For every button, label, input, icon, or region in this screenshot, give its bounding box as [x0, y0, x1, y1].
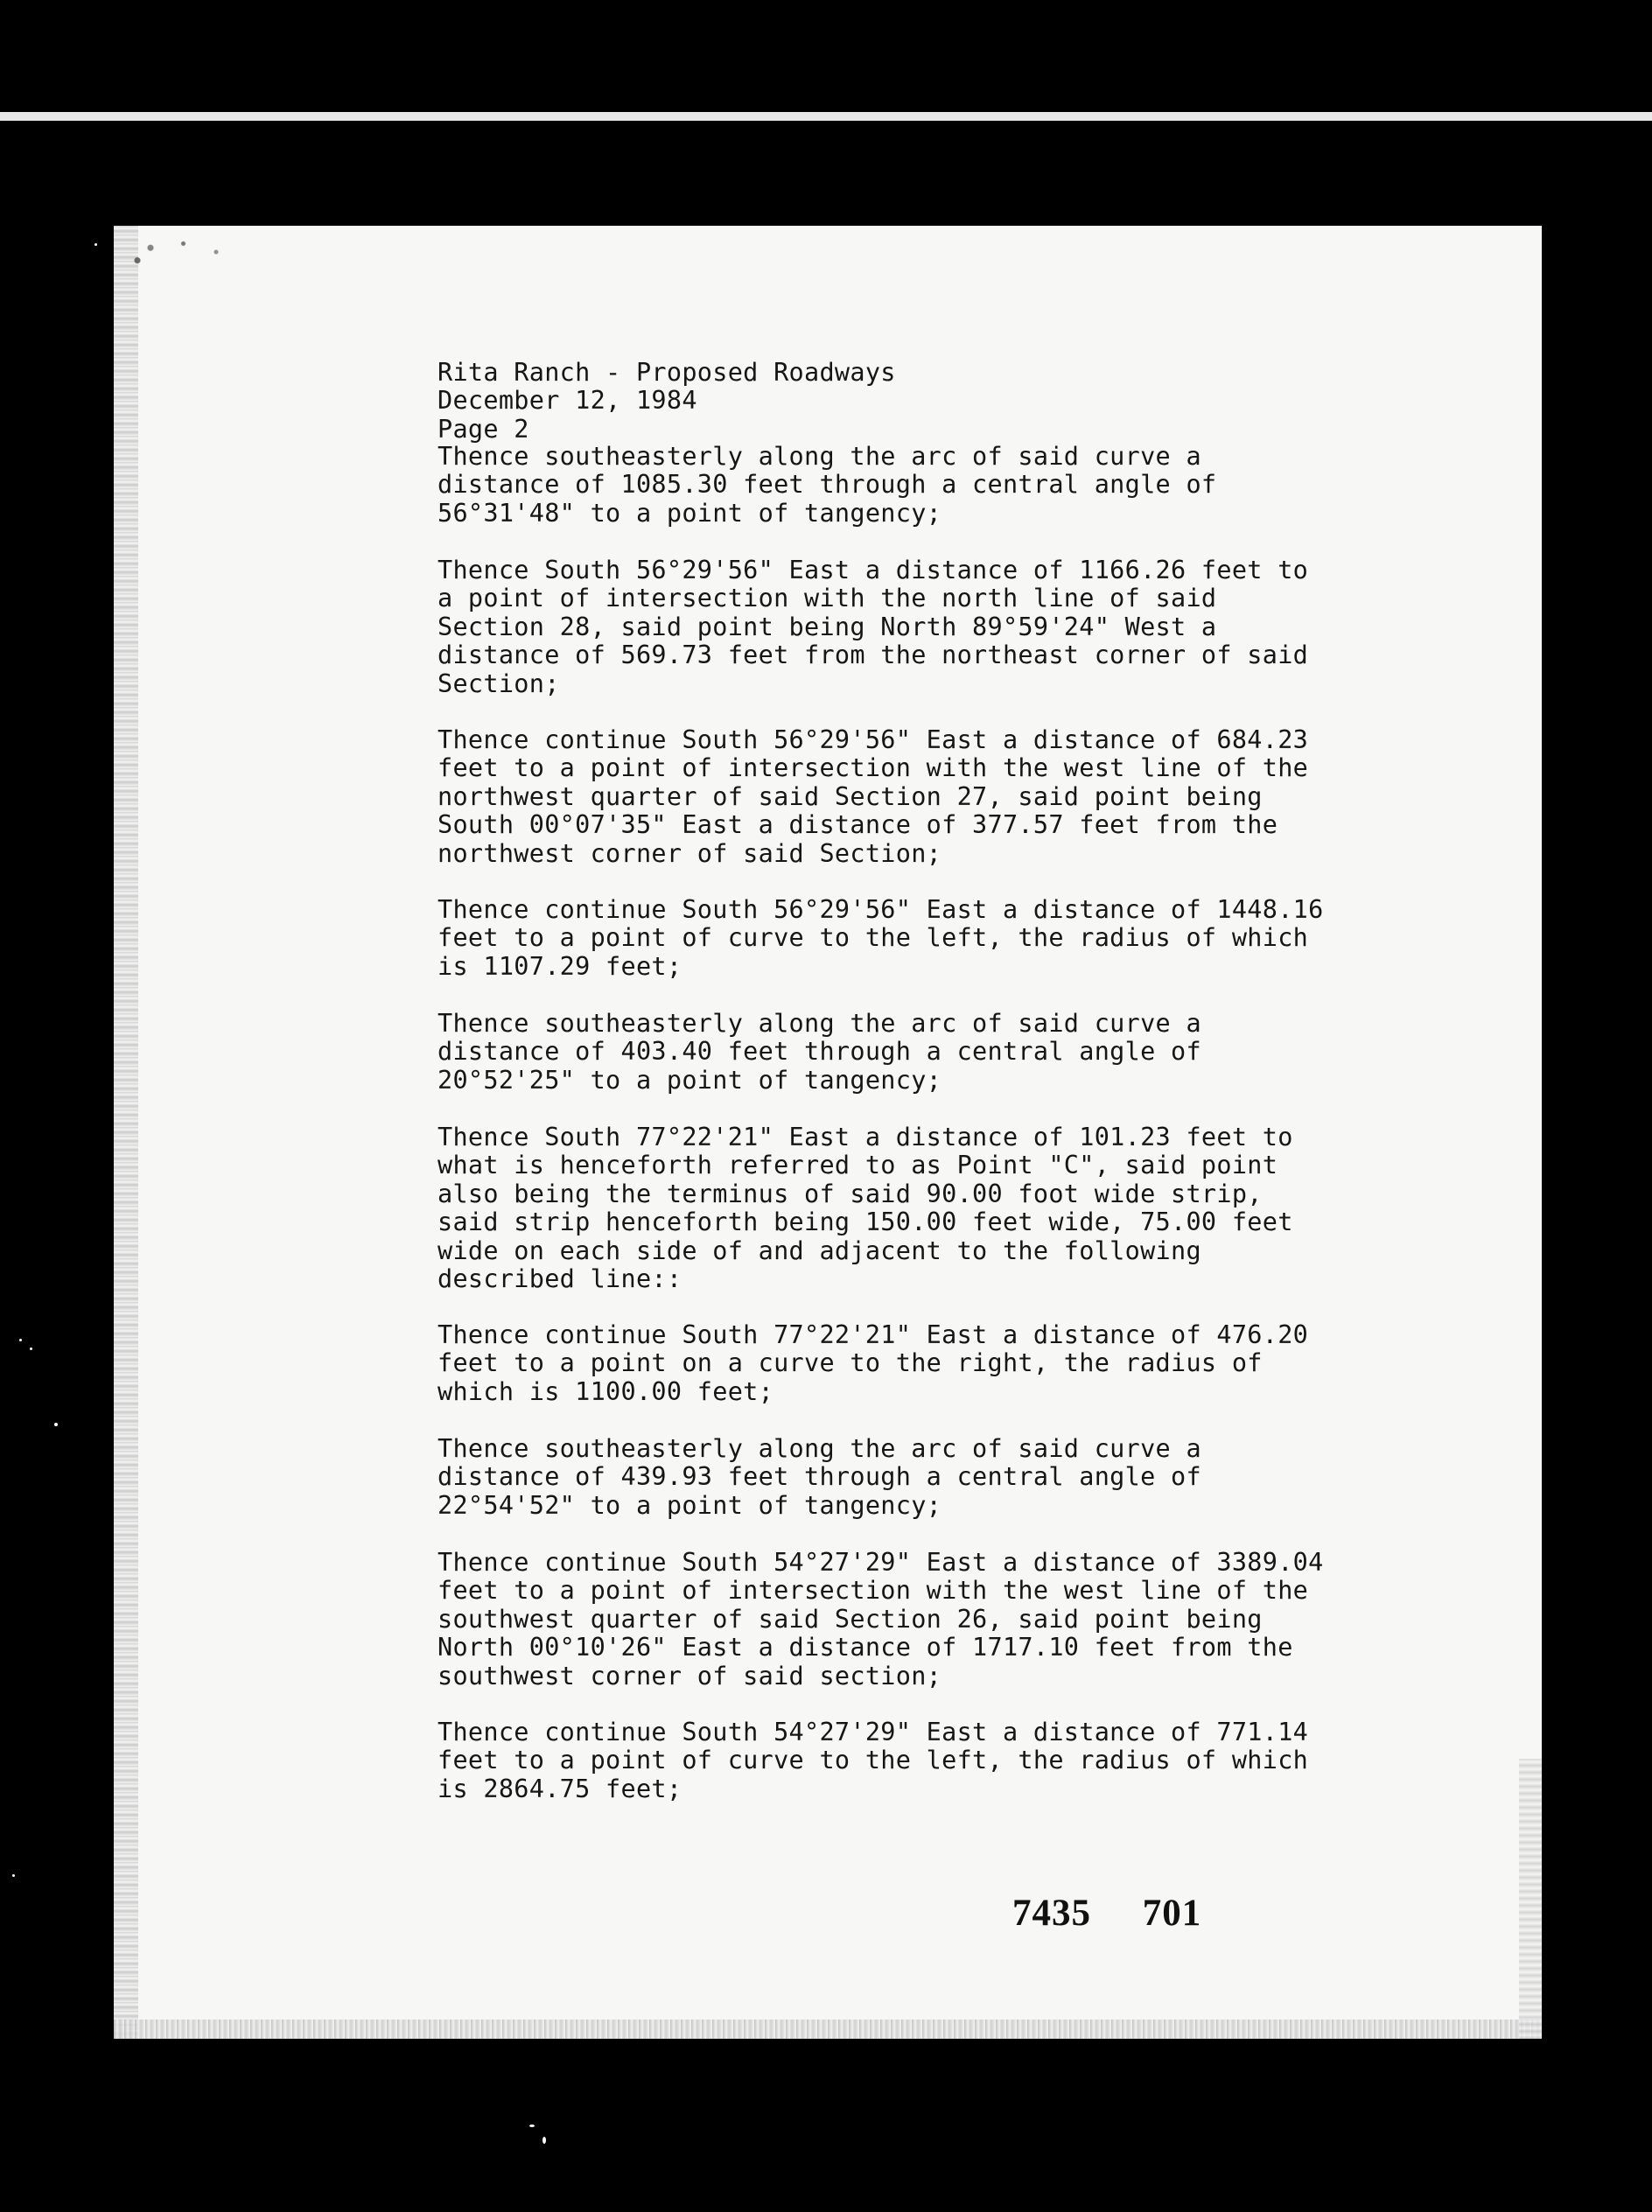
document-header: [438, 359, 1488, 444]
scan-speck: [30, 1348, 32, 1350]
paragraph-line: distance of 1085.30 feet through a central angle of: [438, 470, 1217, 500]
paragraph-line: Thence southeasterly along the arc of said curve a: [438, 1009, 1201, 1038]
paragraph: [438, 1124, 1293, 1293]
paragraph: [438, 1718, 1308, 1803]
document-date: December 12, 1984: [438, 386, 697, 416]
paragraph-line: northwest quarter of said Section 27, said point being: [438, 781, 1263, 811]
paragraph: [438, 1010, 1201, 1095]
paragraph: [438, 443, 1216, 528]
document-page: [114, 226, 1542, 2039]
scan-edge-right: [1519, 1759, 1542, 2039]
paragraph: [438, 556, 1308, 698]
paragraph-line: Thence South 56°29'56" East a distance of 1166.26 feet to: [438, 556, 1309, 584]
paragraph-line: northwest corner of said Section;: [438, 838, 942, 868]
scan-speck: [542, 2137, 546, 2144]
scan-speck: [19, 1339, 22, 1341]
paragraph: [438, 1549, 1324, 1690]
paragraph-line: is 2864.75 feet;: [438, 1774, 682, 1803]
paragraph-line: what is henceforth referred to as Point "C", said point: [438, 1151, 1278, 1180]
paragraph-line: Thence continue South 56°29'56" East a distance of 1448.16: [438, 895, 1324, 924]
paragraph-line: described line::: [438, 1264, 682, 1294]
paragraph: [438, 1321, 1308, 1406]
paragraph-line: is 1107.29 feet;: [438, 951, 682, 981]
paragraph-line: distance of 439.93 feet through a central angle of: [438, 1462, 1201, 1492]
paragraph-line: 22°54'52" to a point of tangency;: [438, 1490, 942, 1520]
paragraph-line: also being the terminus of said 90.00 foot wide strip,: [438, 1179, 1263, 1208]
paragraph-line: Thence continue South 54°27'29" East a distance of 3389.04: [438, 1548, 1324, 1577]
footer-number-right: 701: [1142, 1893, 1202, 1934]
paragraph-line: wide on each side of and adjacent to the following: [438, 1236, 1201, 1265]
scan-edge-left: [114, 226, 138, 2039]
paragraph-line: 56°31'48" to a point of tangency;: [438, 498, 942, 528]
paragraph-line: feet to a point on a curve to the right, the radius of: [438, 1348, 1263, 1378]
paragraph-line: which is 1100.00 feet;: [438, 1376, 774, 1406]
scan-speck: [94, 243, 97, 246]
paragraph-line: Section 28, said point being North 89°59'24" West a: [438, 612, 1217, 641]
footer-number-left: 7435: [1012, 1893, 1091, 1934]
paragraph-line: Thence southeasterly along the arc of said curve a: [438, 1434, 1201, 1463]
paragraph-line: Thence continue South 54°27'29" East a distance of 771.14: [438, 1718, 1309, 1746]
paragraph-line: distance of 569.73 feet from the northeast corner of said: [438, 640, 1309, 670]
paragraph: [438, 896, 1324, 981]
paragraph-line: distance of 403.40 feet through a central angle of: [438, 1037, 1201, 1067]
paragraph-line: Thence southeasterly along the arc of said curve a: [438, 442, 1201, 471]
scan-speck: [12, 1874, 15, 1877]
scan-speck: [54, 1423, 58, 1426]
scan-corner-noise: [124, 231, 256, 273]
document-footer-numbers: [1012, 1892, 1201, 1935]
footer-number-gap: [1091, 1893, 1143, 1934]
document-title: Rita Ranch - Proposed Roadways: [438, 358, 896, 387]
paragraph-line: southwest corner of said section;: [438, 1661, 942, 1690]
scan-edge-bottom: [114, 2020, 1542, 2039]
paragraph-line: North 00°10'26" East a distance of 1717.10 feet from the: [438, 1633, 1293, 1662]
paragraph-line: 20°52'25" to a point of tangency;: [438, 1065, 942, 1095]
scan-top-band: [0, 112, 1652, 121]
paragraph-line: South 00°07'35" East a distance of 377.57 feet from the: [438, 810, 1278, 840]
paragraph-line: feet to a point of intersection with the west line of the: [438, 1576, 1309, 1606]
paragraph-line: said strip henceforth being 150.00 feet wide, 75.00 feet: [438, 1208, 1293, 1237]
paragraph-line: Thence continue South 56°29'56" East a distance of 684.23: [438, 725, 1309, 754]
paragraph-line: feet to a point of curve to the left, the radius of which: [438, 1746, 1309, 1775]
page-number-label: Page 2: [438, 414, 529, 444]
paragraph-line: a point of intersection with the north line of said: [438, 584, 1217, 613]
scan-speck: [529, 2124, 535, 2127]
paragraph: [438, 726, 1308, 868]
document-text: [438, 358, 1488, 1803]
paragraph-line: feet to a point of curve to the left, the radius of which: [438, 923, 1309, 953]
paragraph-line: southwest quarter of said Section 26, said point being: [438, 1604, 1263, 1634]
paragraph-line: Thence South 77°22'21" East a distance of 101.23 feet to: [438, 1123, 1293, 1152]
paragraph-line: feet to a point of intersection with the west line of the: [438, 753, 1309, 783]
paragraph: [438, 1435, 1201, 1520]
paragraph-line: Section;: [438, 668, 560, 698]
paragraph-line: Thence continue South 77°22'21" East a distance of 476.20: [438, 1320, 1309, 1349]
